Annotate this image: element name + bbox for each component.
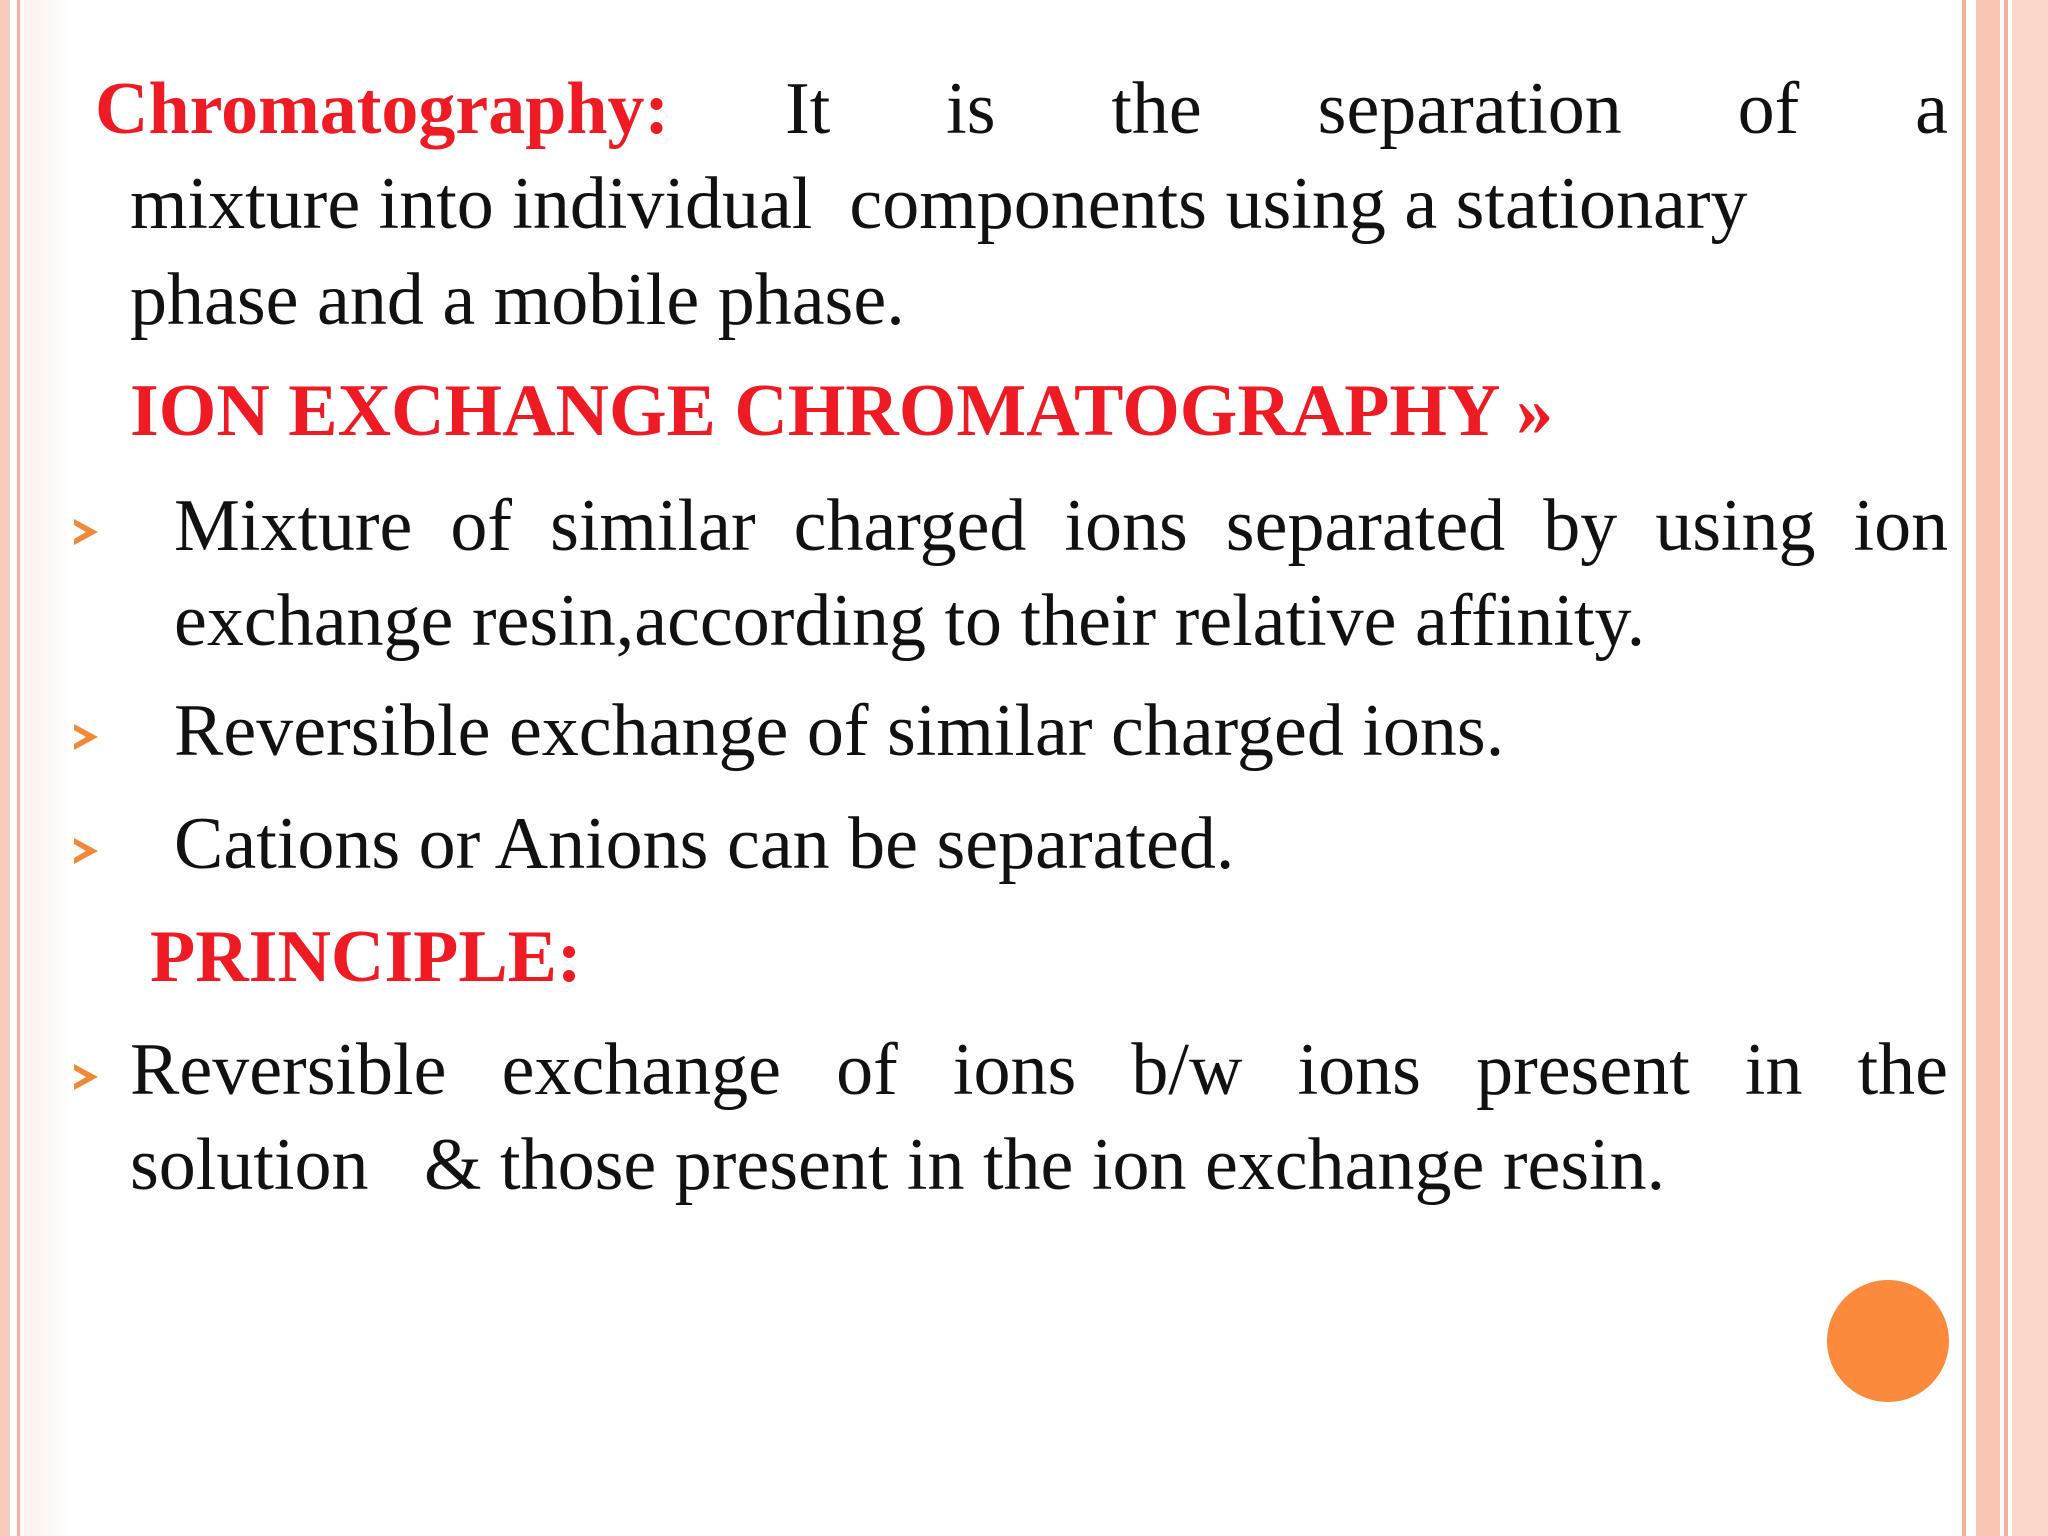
definition-line-1: [95, 68, 1949, 150]
principle-word: the: [1857, 1029, 1949, 1111]
right-border-line-outer: [2004, 0, 2008, 1536]
heading-ion-exchange: ION EXCHANGE CHROMATOGRAPHY »: [130, 370, 1554, 452]
bullet-1-word: separated: [1225, 485, 1506, 567]
principle-line-2: solution & those present in the ion exchange resin.: [130, 1124, 1666, 1206]
arrowhead-bullet-icon: [74, 838, 98, 864]
principle-line-1: [130, 1029, 1949, 1111]
left-border-band: [0, 0, 10, 1536]
bullet-1-word: charged: [793, 485, 1027, 567]
principle-word: Reversible: [130, 1029, 447, 1111]
bullet-2-text: Reversible exchange of similar charged ions.: [174, 690, 1505, 772]
definition-line-3: phase and a mobile phase.: [130, 259, 905, 341]
left-border-line: [17, 0, 20, 1536]
right-border-band: [1976, 0, 2000, 1536]
definition-word: separation: [1317, 68, 1622, 150]
principle-word: exchange: [501, 1029, 781, 1111]
principle-word: of: [836, 1029, 898, 1111]
principle-word: ions: [952, 1029, 1077, 1111]
arrowhead-bullet-icon: [74, 519, 98, 545]
principle-word: in: [1744, 1029, 1803, 1111]
bullet-1-line-2: exchange resin,according to their relative affinity.: [174, 580, 1646, 662]
definition-word: is: [946, 68, 996, 150]
arrowhead-bullet-icon: [74, 724, 98, 750]
left-border-shade: [24, 0, 74, 1536]
right-border-line: [1962, 0, 1966, 1536]
bullet-1-line-1: [174, 485, 1949, 567]
definition-term: Chromatography:: [95, 68, 670, 150]
orange-circle-decoration: [1827, 1280, 1949, 1402]
bullet-1-word: of: [450, 485, 513, 567]
arrowhead-bullet-icon: [74, 1064, 98, 1090]
definition-word: of: [1737, 68, 1800, 150]
heading-principle: PRINCIPLE:: [150, 916, 582, 998]
bullet-1-word: using: [1655, 485, 1816, 567]
bullet-3-text: Cations or Anions can be separated.: [174, 803, 1235, 885]
bullet-1-word: by: [1543, 485, 1618, 567]
principle-word: ions: [1297, 1029, 1421, 1111]
principle-word: b/w: [1131, 1029, 1243, 1111]
bullet-1-word: ions: [1064, 485, 1188, 567]
definition-word: a: [1915, 68, 1949, 150]
bullet-1-word: Mixture: [174, 485, 413, 567]
definition-word: the: [1111, 68, 1202, 150]
bullet-1-word: similar: [550, 485, 756, 567]
right-border-band-outer: [2012, 0, 2048, 1536]
definition-line-2: mixture into individual components using a stationary: [130, 163, 1748, 245]
definition-word: It: [785, 68, 831, 150]
bullet-1-word: ion: [1853, 485, 1949, 567]
principle-word: present: [1476, 1029, 1690, 1111]
